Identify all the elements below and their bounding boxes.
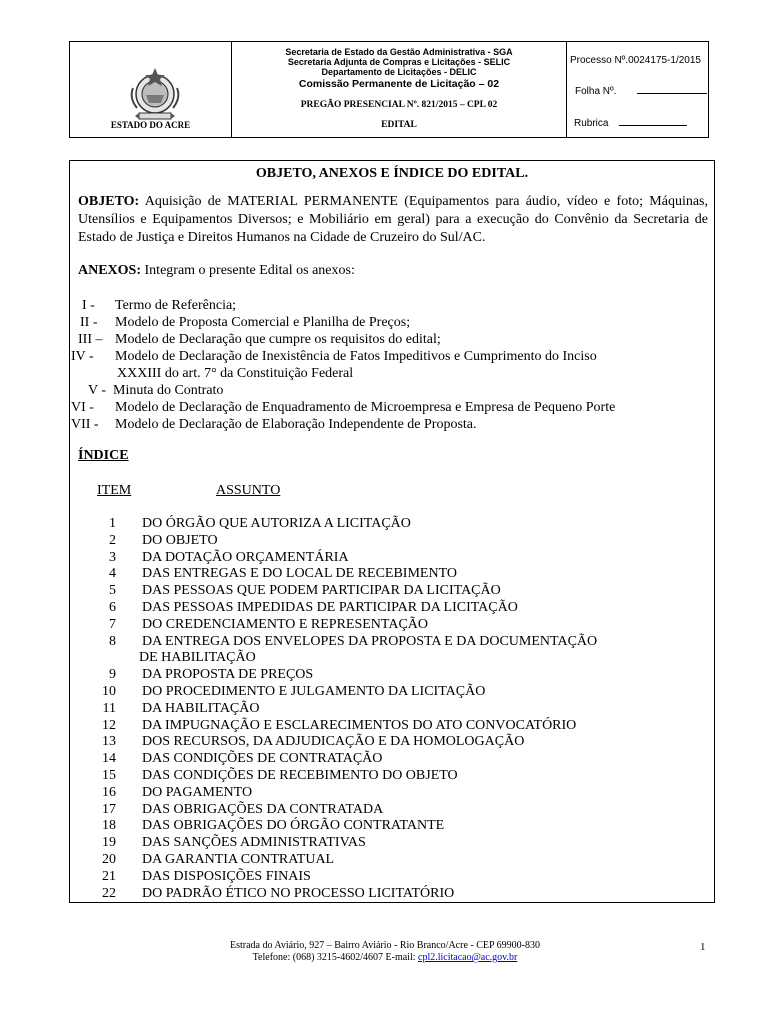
objeto-label: OBJETO:: [78, 194, 140, 209]
toc-item-title: DA GARANTIA CONTRATUAL: [142, 851, 335, 867]
toc-item-title: DAS OBRIGAÇÕES DA CONTRATADA: [142, 801, 384, 817]
annex-number: VII -: [71, 417, 99, 432]
header-pregao: PREGÃO PRESENCIAL Nº. 821/2015 – CPL 02: [300, 100, 498, 110]
toc-item-title: DA PROPOSTA DE PREÇOS: [142, 667, 314, 683]
header-secretaria-line: Secretaria de Estado da Gestão Administrativa - SGA: [285, 47, 513, 57]
toc-item-title: DO PAGAMENTO: [142, 784, 253, 800]
table-row: [70, 852, 710, 869]
list-item: [78, 297, 708, 314]
toc-item-title: DAS CONDIÇÕES DE RECEBIMENTO DO OBJETO: [142, 767, 458, 783]
anexos-label: ANEXOS:: [78, 263, 142, 278]
toc-item-number: 2: [109, 532, 116, 548]
toc-item-title: DO PROCEDIMENTO E JULGAMENTO DA LICITAÇÃO: [142, 683, 486, 699]
table-row: [70, 886, 710, 903]
list-item: [78, 314, 708, 331]
document-header: [69, 41, 709, 138]
toc-item-title: DE HABILITAÇÃO: [139, 650, 256, 666]
annex-text: Modelo de Proposta Comercial e Planilha de Preços;: [115, 315, 411, 330]
folha-label: Folha Nº.: [575, 86, 617, 97]
toc-item-number: 8: [109, 633, 116, 649]
table-row: [70, 802, 710, 819]
annex-number: VI -: [71, 400, 94, 415]
table-row: [70, 583, 710, 600]
toc-item-title: DAS OBRIGAÇÕES DO ÓRGÃO CONTRATANTE: [142, 818, 445, 834]
table-row: [70, 533, 710, 550]
toc-item-title: DA ENTREGA DOS ENVELOPES DA PROPOSTA E DA DOCUMENTAÇÃO: [142, 633, 598, 649]
annex-number: V -: [88, 383, 107, 398]
table-row: [70, 818, 710, 835]
annex-text: Modelo de Declaração de Elaboração Independente de Proposta.: [115, 417, 477, 432]
rubrica-blank-line: [619, 124, 687, 126]
state-seal-icon: [127, 64, 183, 122]
folha-blank-line: [637, 92, 707, 94]
toc-item-title: DAS CONDIÇÕES DE CONTRATAÇÃO: [142, 751, 383, 767]
toc-item-number: 15: [102, 767, 116, 783]
toc-item-number: 12: [102, 717, 116, 733]
objeto-text: Aquisição de MATERIAL PERMANENTE (Equipamentos para áudio, vídeo e foto; Máquinas, Utensílios e Equipamentos Diversos; e Mobiliário em geral) para a execução do Convênio da Secretaria de Estado de Justiça e Direitos Humanos na Cidade de Cruzeiro do Sul/AC.: [78, 194, 708, 245]
section-title: OBJETO, ANEXOS E ÍNDICE DO EDITAL.: [255, 166, 529, 181]
table-row: [70, 566, 710, 583]
indice-heading: ÍNDICE: [78, 448, 129, 463]
table-row: [70, 550, 710, 567]
table-row: [70, 718, 710, 735]
annex-text: Modelo de Declaração que cumpre os requisitos do edital;: [115, 332, 441, 347]
header-commission: Comissão Permanente de Licitação – 02: [298, 78, 500, 90]
table-row: [70, 751, 710, 768]
state-name: ESTADO DO ACRE: [110, 120, 191, 130]
list-item: [71, 416, 708, 433]
table-row: [70, 768, 710, 785]
toc-item-title: DAS PESSOAS QUE PODEM PARTICIPAR DA LICITAÇÃO: [142, 583, 501, 599]
footer-address: Estrada do Aviário, 927 – Bairro Aviário - Rio Branco/Acre - CEP 69900-830: [229, 940, 541, 951]
toc-item-number: 4: [109, 566, 116, 582]
list-item: [71, 348, 708, 365]
list-item: [78, 365, 708, 382]
toc-item-number: 16: [102, 784, 116, 800]
footer-email-link[interactable]: cpl2.licitacao@ac.gov.br: [418, 952, 518, 963]
toc-item-title: DA IMPUGNAÇÃO E ESCLARECIMENTOS DO ATO CONVOCATÓRIO: [142, 717, 577, 733]
toc-item-number: 6: [109, 599, 116, 615]
toc-item-title: DO PADRÃO ÉTICO NO PROCESSO LICITATÓRIO: [142, 885, 455, 901]
page-footer: [0, 940, 770, 964]
toc-item-number: 10: [102, 683, 116, 699]
header-title-cell: [232, 42, 567, 137]
toc-item-number: 20: [102, 851, 116, 867]
list-item: [71, 399, 708, 416]
toc-item-title: DAS ENTREGAS E DO LOCAL DE RECEBIMENTO: [142, 566, 457, 582]
toc-item-number: 13: [102, 734, 116, 750]
toc-item-number: 1: [109, 516, 116, 531]
toc-item-number: 17: [102, 801, 116, 817]
anexos-text: Integram o presente Edital os anexos:: [141, 263, 355, 278]
footer-phone: Telefone: (068) 3215-4602/4607 E-mail:: [252, 952, 418, 963]
annex-text: Minuta do Contrato: [113, 383, 224, 398]
folha-field: [575, 86, 707, 97]
toc-item-title: DAS SANÇÕES ADMINISTRATIVAS: [142, 835, 366, 851]
annex-number: IV -: [71, 349, 94, 364]
toc-item-number: 21: [102, 868, 116, 884]
list-item: [78, 331, 708, 348]
toc-item-title: DOS RECURSOS, DA ADJUDICAÇÃO E DA HOMOLOGAÇÃO: [142, 734, 525, 750]
footer-contact: [0, 952, 770, 964]
toc-item-number: 22: [102, 885, 116, 901]
table-row: [70, 516, 710, 533]
process-number: Processo Nº.0024175-1/2015: [570, 55, 701, 66]
column-header-assunto: ASSUNTO: [216, 483, 281, 498]
table-row: [70, 650, 710, 667]
annex-text: Modelo de Declaração de Inexistência de Fatos Impeditivos e Cumprimento do Inciso: [115, 349, 597, 364]
table-row: [70, 617, 710, 634]
anexos-paragraph: [78, 262, 355, 280]
page-number: 1: [700, 941, 706, 953]
column-header-item: ITEM: [97, 483, 132, 498]
table-of-contents: [70, 516, 710, 902]
annex-number: III –: [78, 332, 103, 347]
header-departamento-line: Departamento de Licitações - DELIC: [321, 67, 477, 77]
table-row: [70, 667, 710, 684]
toc-item-number: 18: [102, 818, 116, 834]
toc-item-title: DO CREDENCIAMENTO E REPRESENTAÇÃO: [142, 616, 429, 632]
toc-item-number: 3: [109, 549, 116, 565]
table-row: [70, 835, 710, 852]
annex-text: XXXIII do art. 7° da Constituição Federal: [117, 366, 354, 381]
toc-item-title: DAS PESSOAS IMPEDIDAS DE PARTICIPAR DA LICITAÇÃO: [142, 599, 518, 615]
table-row: [70, 701, 710, 718]
annex-text: Termo de Referência;: [115, 298, 237, 313]
list-item: [78, 382, 708, 399]
table-row: [70, 684, 710, 701]
toc-item-number: 19: [102, 835, 116, 851]
toc-item-title: DAS DISPOSIÇÕES FINAIS: [142, 868, 311, 884]
table-row: [70, 785, 710, 802]
table-row: [70, 869, 710, 886]
toc-item-number: 9: [109, 667, 116, 683]
annex-number: I -: [82, 298, 95, 313]
toc-item-title: DA HABILITAÇÃO: [142, 700, 260, 716]
toc-item-number: 14: [102, 751, 116, 767]
toc-item-title: DO ÓRGÃO QUE AUTORIZA A LICITAÇÃO: [142, 516, 411, 531]
toc-item-title: DA DOTAÇÃO ORÇAMENTÁRIA: [142, 549, 349, 565]
toc-item-title: DO OBJETO: [142, 532, 218, 548]
header-secretaria-adjunta-line: Secretaria Adjunta de Compras e Licitações - SELIC: [287, 57, 511, 67]
rubrica-label: Rubrica: [574, 118, 609, 129]
index-box: [69, 160, 715, 903]
table-row: [70, 734, 710, 751]
toc-item-number: 5: [109, 583, 116, 599]
table-row: [70, 634, 710, 651]
objeto-paragraph: [78, 193, 708, 247]
rubrica-field: [574, 118, 687, 129]
header-edital: EDITAL: [381, 120, 417, 130]
toc-item-number: 7: [109, 616, 116, 632]
annex-list: [71, 297, 708, 433]
toc-item-number: 11: [102, 700, 116, 716]
annex-text: Modelo de Declaração de Enquadramento de Microempresa e Empresa de Pequeno Porte: [115, 400, 616, 415]
table-row: [70, 600, 710, 617]
header-logo-cell: [70, 42, 232, 137]
header-process-cell: [567, 42, 708, 137]
annex-number: II -: [80, 315, 98, 330]
